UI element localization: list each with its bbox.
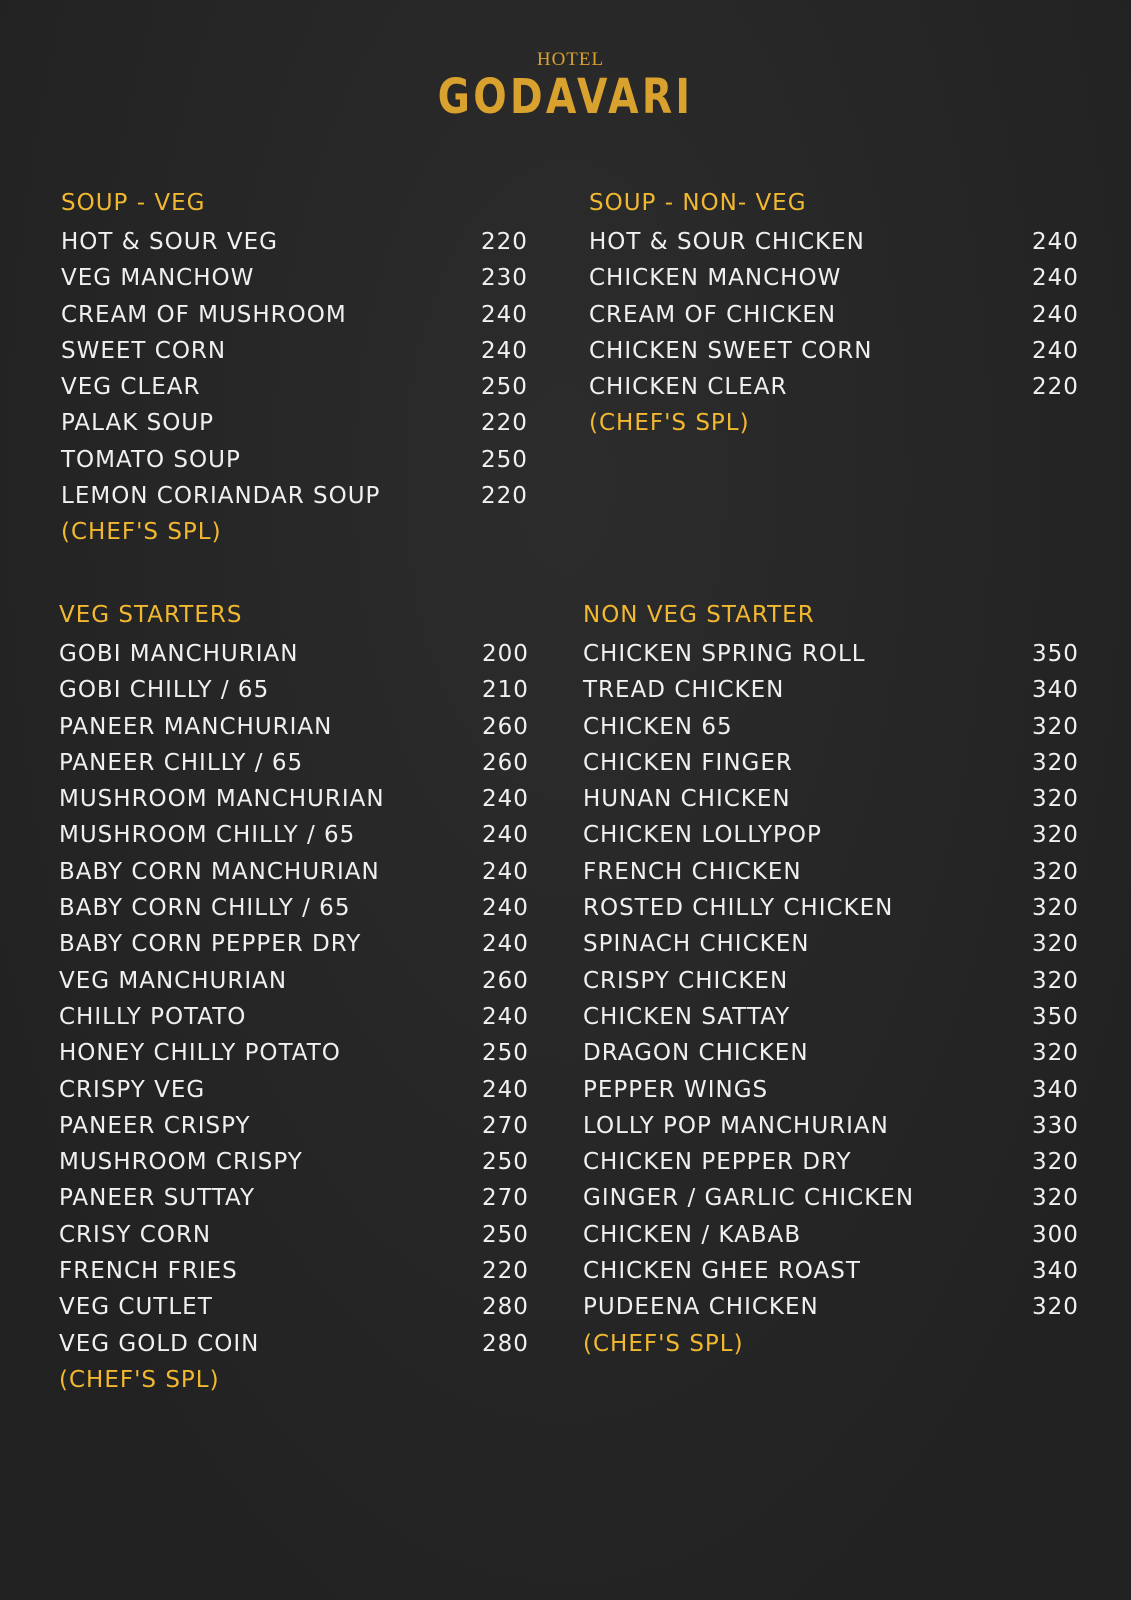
menu-item-price: 320 — [1032, 1294, 1079, 1321]
menu-item-name: PALAK SOUP — [61, 410, 215, 437]
menu-item-price: 240 — [1032, 229, 1079, 255]
menu-item — [59, 1004, 529, 1040]
menu-item — [583, 1004, 1083, 1040]
menu-item-name: PEPPER WINGS — [583, 1076, 769, 1103]
menu-item-name: VEG GOLD COIN — [59, 1330, 260, 1357]
menu-item — [61, 374, 528, 410]
menu-item-price: 320 — [1032, 1149, 1079, 1176]
menu-item — [583, 1113, 1083, 1149]
menu-item-name: CRISPY CHICKEN — [583, 967, 789, 994]
menu-item — [59, 1294, 529, 1330]
menu-item — [59, 1258, 529, 1294]
menu-item-name: MUSHROOM MANCHURIAN — [59, 786, 385, 813]
menu-item-price: 320 — [1032, 822, 1079, 849]
menu-item-price: 260 — [482, 749, 529, 776]
menu-item-name: HOT & SOUR CHICKEN — [589, 229, 865, 255]
logo-brand-name: GODAVARI — [437, 69, 694, 125]
menu-item — [589, 338, 1079, 374]
menu-item — [589, 302, 1079, 338]
menu-item-price: 220 — [481, 410, 528, 437]
menu-item-price: 350 — [1032, 641, 1079, 667]
section-title: SOUP - NON- VEG — [589, 190, 807, 216]
menu-item — [59, 786, 529, 822]
menu-item-name: BABY CORN PEPPER DRY — [59, 931, 362, 958]
menu-item-price: 340 — [1032, 1258, 1079, 1285]
menu-item-name: PUDEENA CHICKEN — [583, 1294, 819, 1321]
menu-item — [59, 750, 529, 786]
section-soup-nonveg — [589, 190, 1079, 436]
menu-item-price: 220 — [481, 483, 528, 510]
menu-item-name: PANEER SUTTAY — [59, 1185, 256, 1212]
menu-item — [583, 1149, 1083, 1185]
menu-item-name: DRAGON CHICKEN — [583, 1040, 809, 1067]
menu-item-name: CHICKEN GHEE ROAST — [583, 1258, 861, 1285]
chefs-special-note: (CHEF'S SPL) — [589, 410, 750, 437]
menu-item — [589, 374, 1079, 410]
menu-item-name: MUSHROOM CHILLY / 65 — [59, 822, 356, 849]
menu-item-name: CHICKEN SATTAY — [583, 1003, 791, 1030]
menu-item — [583, 641, 1083, 677]
menu-item-list — [583, 641, 1083, 1331]
menu-item — [583, 822, 1083, 858]
menu-item-price: 300 — [1032, 1221, 1079, 1248]
menu-item-price: 220 — [481, 229, 528, 255]
menu-item-price: 240 — [1032, 301, 1079, 328]
menu-item-price: 250 — [482, 1149, 529, 1176]
menu-item — [59, 714, 529, 750]
menu-item-name: CHICKEN LOLLYPOP — [583, 822, 822, 849]
menu-item-price: 250 — [481, 446, 528, 473]
menu-item-price: 240 — [481, 301, 528, 328]
menu-item-list — [61, 229, 528, 519]
menu-item-name: GINGER / GARLIC CHICKEN — [583, 1185, 915, 1212]
menu-item — [61, 229, 528, 265]
menu-item-name: CRISY CORN — [59, 1221, 212, 1248]
menu-item-name: CHICKEN MANCHOW — [589, 265, 842, 292]
menu-item-name: BABY CORN CHILLY / 65 — [59, 895, 351, 922]
menu-item-price: 350 — [1032, 1003, 1079, 1030]
menu-item-price: 280 — [482, 1294, 529, 1321]
menu-item — [589, 265, 1079, 301]
menu-item-name: PANEER CHILLY / 65 — [59, 749, 304, 776]
menu-item-price: 240 — [482, 1076, 529, 1103]
menu-item-price: 320 — [1032, 967, 1079, 994]
menu-item-price: 210 — [482, 677, 529, 704]
menu-item-name: LEMON CORIANDAR SOUP — [61, 483, 381, 510]
menu-item-name: VEG CUTLET — [59, 1294, 213, 1321]
menu-item-name: CHICKEN PEPPER DRY — [583, 1149, 852, 1176]
menu-item — [589, 229, 1079, 265]
menu-item-list — [59, 641, 529, 1367]
menu-item-price: 220 — [482, 1258, 529, 1285]
menu-item — [59, 968, 529, 1004]
menu-item — [59, 1222, 529, 1258]
menu-item — [583, 714, 1083, 750]
menu-item-price: 320 — [1032, 1040, 1079, 1067]
menu-item-name: TOMATO SOUP — [61, 446, 241, 473]
menu-item-price: 200 — [482, 641, 529, 667]
chefs-special-note: (CHEF'S SPL) — [583, 1330, 744, 1357]
menu-item-name: GOBI MANCHURIAN — [59, 641, 299, 667]
menu-item-price: 240 — [482, 931, 529, 958]
menu-item-price: 240 — [1032, 337, 1079, 364]
menu-item-price: 220 — [1032, 374, 1079, 401]
menu-item — [59, 931, 529, 967]
section-title: NON VEG STARTER — [583, 602, 815, 628]
menu-item-price: 240 — [482, 858, 529, 885]
chefs-special-note: (CHEF'S SPL) — [59, 1366, 220, 1393]
menu-item-price: 260 — [482, 967, 529, 994]
menu-item-price: 320 — [1032, 749, 1079, 776]
menu-item — [583, 931, 1083, 967]
hotel-logo — [0, 50, 1131, 124]
menu-item-price: 320 — [1032, 931, 1079, 958]
menu-item-name: HOT & SOUR VEG — [61, 229, 278, 255]
menu-item-price: 330 — [1032, 1112, 1079, 1139]
menu-item-price: 240 — [481, 337, 528, 364]
menu-item — [59, 1040, 529, 1076]
menu-item-name: FRENCH FRIES — [59, 1258, 238, 1285]
menu-item-price: 240 — [482, 895, 529, 922]
menu-item-price: 340 — [1032, 677, 1079, 704]
menu-item — [61, 410, 528, 446]
menu-item — [583, 1040, 1083, 1076]
menu-item — [583, 968, 1083, 1004]
menu-item-price: 240 — [482, 1003, 529, 1030]
menu-item-price: 280 — [482, 1330, 529, 1357]
menu-item-price: 230 — [481, 265, 528, 292]
menu-item-price: 320 — [1032, 786, 1079, 813]
menu-item — [59, 1331, 529, 1367]
logo-hotel-label: HOTEL — [536, 49, 605, 70]
section-title: VEG STARTERS — [59, 602, 243, 628]
menu-item-price: 340 — [1032, 1076, 1079, 1103]
menu-item-price: 250 — [482, 1221, 529, 1248]
menu-item — [583, 1185, 1083, 1221]
menu-item-name: VEG CLEAR — [61, 374, 201, 401]
menu-item-name: CREAM OF MUSHROOM — [61, 301, 347, 328]
menu-item — [61, 337, 528, 374]
menu-item — [583, 895, 1083, 931]
menu-item — [583, 786, 1083, 822]
menu-item — [583, 677, 1083, 713]
menu-item — [583, 1294, 1083, 1330]
menu-item-price: 320 — [1032, 1185, 1079, 1212]
section-title: SOUP - VEG — [61, 190, 206, 216]
menu-item-name: CHICKEN SWEET CORN — [589, 337, 873, 364]
menu-item — [61, 301, 528, 338]
section-veg-starters — [59, 602, 529, 1393]
menu-item-price: 270 — [482, 1185, 529, 1212]
menu-item-name: ROSTED CHILLY CHICKEN — [583, 895, 894, 922]
menu-item-name: BABY CORN MANCHURIAN — [59, 858, 380, 885]
chefs-special-note: (CHEF'S SPL) — [61, 519, 222, 546]
menu-item — [59, 1149, 529, 1185]
menu-item-name: SWEET CORN — [61, 337, 227, 364]
menu-item-name: PANEER MANCHURIAN — [59, 713, 333, 740]
menu-item — [583, 859, 1083, 895]
menu-item — [59, 641, 529, 677]
menu-item — [583, 1077, 1083, 1113]
menu-item — [61, 265, 528, 301]
menu-item-price: 270 — [482, 1112, 529, 1139]
menu-item-price: 240 — [1032, 265, 1079, 292]
menu-item-name: PANEER CRISPY — [59, 1112, 251, 1139]
menu-item-name: LOLLY POP MANCHURIAN — [583, 1112, 889, 1139]
menu-item-name: TREAD CHICKEN — [583, 677, 785, 704]
menu-item-name: HUNAN CHICKEN — [583, 786, 791, 813]
menu-item-name: CHICKEN FINGER — [583, 749, 793, 776]
menu-item-price: 240 — [482, 822, 529, 849]
menu-item-name: GOBI CHILLY / 65 — [59, 677, 270, 704]
menu-item-name: CRISPY VEG — [59, 1076, 206, 1103]
menu-item-name: CHICKEN SPRING ROLL — [583, 641, 866, 667]
menu-item-name: VEG MANCHURIAN — [59, 967, 288, 994]
menu-item-price: 260 — [482, 713, 529, 740]
menu-item-price: 250 — [481, 374, 528, 401]
menu-item — [59, 1077, 529, 1113]
menu-item — [59, 1113, 529, 1149]
menu-item-price: 320 — [1032, 858, 1079, 885]
section-soup-veg — [61, 190, 528, 546]
menu-item — [583, 1258, 1083, 1294]
menu-item-name: SPINACH CHICKEN — [583, 931, 810, 958]
menu-item-name: CREAM OF CHICKEN — [589, 301, 837, 328]
menu-item-price: 320 — [1032, 713, 1079, 740]
menu-item — [61, 446, 528, 483]
menu-item-name: MUSHROOM CRISPY — [59, 1149, 303, 1176]
menu-item — [59, 677, 529, 713]
menu-item-list — [589, 229, 1079, 410]
menu-item-name: CHICKEN 65 — [583, 713, 733, 740]
menu-item-name: HONEY CHILLY POTATO — [59, 1040, 341, 1067]
menu-item — [59, 1185, 529, 1221]
menu-item-price: 320 — [1032, 895, 1079, 922]
menu-item-price: 250 — [482, 1040, 529, 1067]
menu-item-name: FRENCH CHICKEN — [583, 858, 802, 885]
menu-item — [583, 750, 1083, 786]
menu-item — [59, 859, 529, 895]
menu-item-name: VEG MANCHOW — [61, 265, 255, 292]
menu-item-name: CHICKEN / KABAB — [583, 1221, 802, 1248]
section-nonveg-starters — [583, 602, 1083, 1357]
menu-item-name: CHICKEN CLEAR — [589, 374, 788, 401]
menu-item-name: CHILLY POTATO — [59, 1003, 247, 1030]
menu-item — [59, 895, 529, 931]
menu-item — [61, 483, 528, 519]
menu-item — [59, 822, 529, 858]
menu-item — [583, 1222, 1083, 1258]
menu-item-price: 240 — [482, 786, 529, 813]
